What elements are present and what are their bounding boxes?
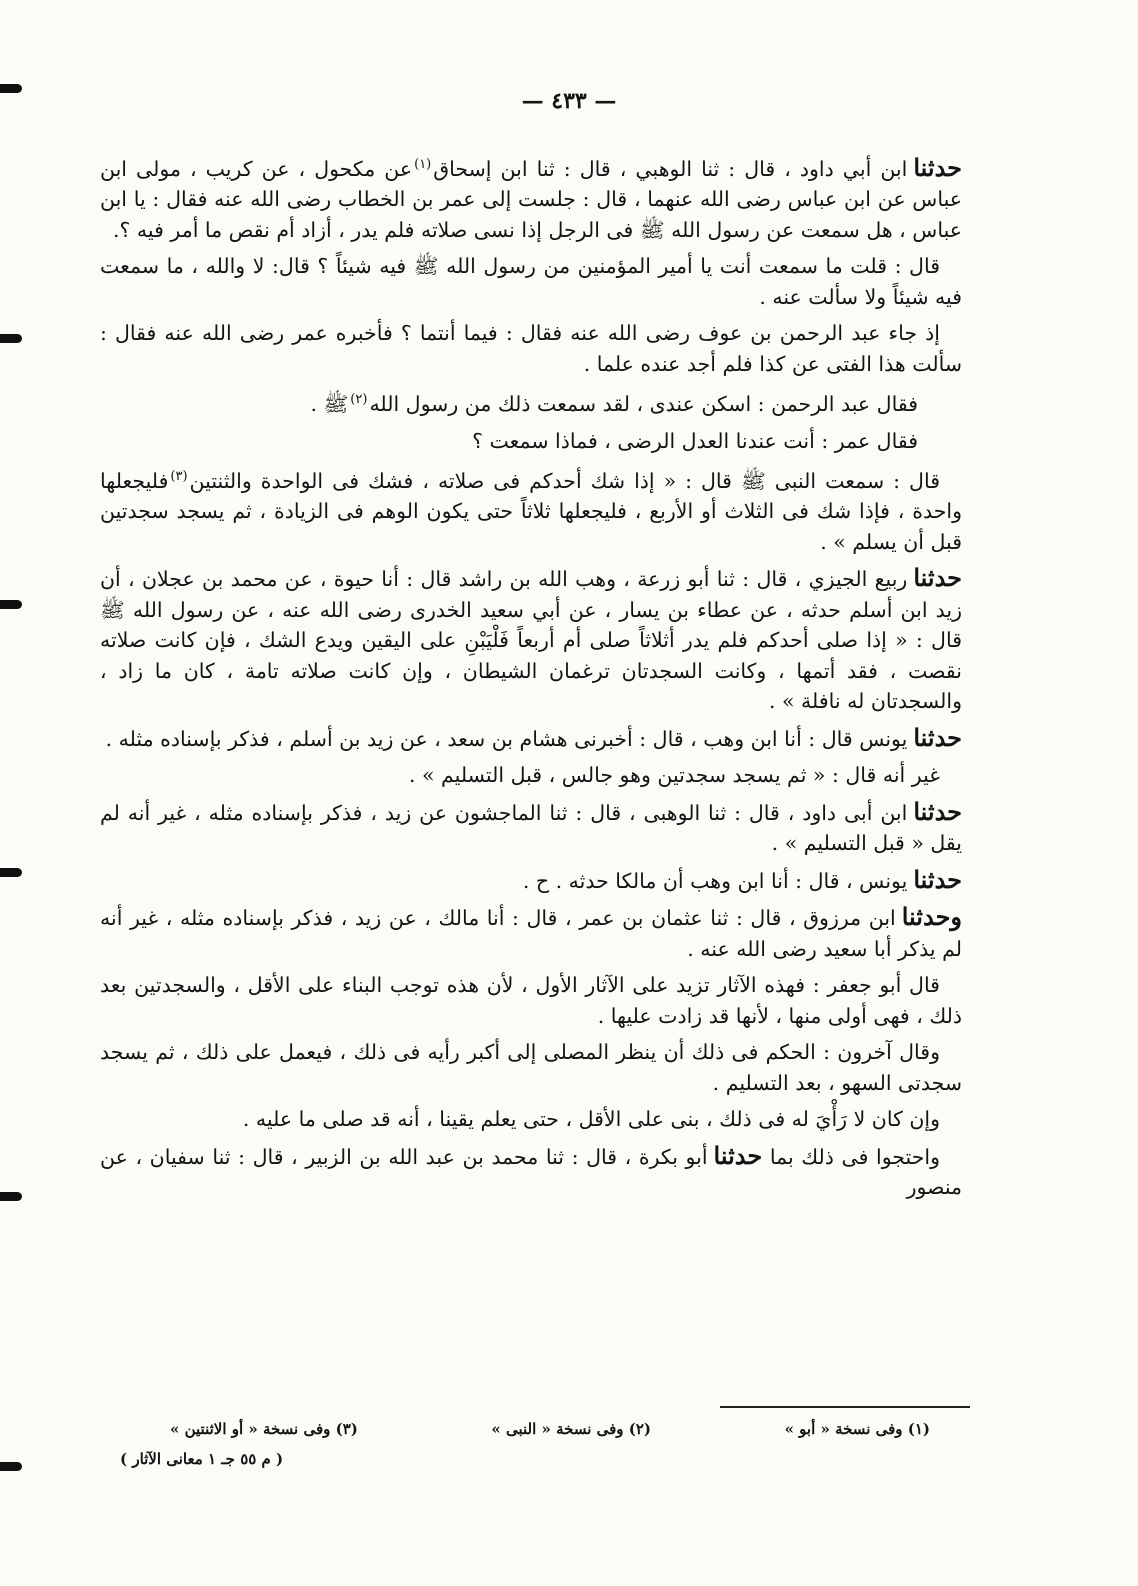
paragraph: وإن كان لا رَأْيَ له فى ذلك ، بنى على الأقل ، حتى يعلم يقينا ، أنه قد صلى ما عليه . [242, 1107, 940, 1132]
binding-mark [0, 1462, 22, 1471]
footnote-ref: (٣) [170, 469, 188, 485]
paragraph: فقال عمر : أنت عندنا العدل الرضى ، فماذا سمعت ؟ [472, 428, 918, 453]
main-text [100, 150, 962, 1209]
paragraph: فقال عبد الرحمن : اسكن عندى ، لقد سمعت ذلك من رسول الله$^{(٢)}$ﷺ . [310, 392, 918, 417]
hadith-keyword: حدثنا [713, 1140, 763, 1170]
binding-mark [0, 334, 22, 343]
paragraph: واحتجوا فى ذلك بما حدثناأبو بكرة ، قال : ثنا محمد بن عبد الله بن الزبير ، قال : ثنا سفيان ، عن منصور [100, 1140, 962, 1200]
paragraph: قال : قلت ما سمعت أنت يا أمير المؤمنين من رسول الله ﷺ فيه شيئاً ؟ قال: لا والله ، ما سمعت فيه شيئاً ولا سألت عنه . [100, 254, 962, 309]
hadith-keyword: حدثنا [913, 796, 962, 826]
footnotes [170, 1420, 930, 1438]
binding-mark [0, 600, 22, 609]
paragraph: حدثناابن أبي داود ، قال : ثنا الوهبي ، قال : ثنا ابن إسحاق$^{(١)}$عن مكحول ، عن كريب ، مولى ابن عباس عن ابن عباس رضى الله عنهما ، قال : جلست إلى عمر بن الخطاب رضى الله عنه فقال : يا ابن عباس ، هل سمعت عن رسول الله ﷺ فى الرجل إذا نسى صلاته فلم يدر ، أزاد أم نقص ما أمر فيه ؟. [100, 152, 963, 242]
binding-mark [0, 1192, 22, 1201]
printer-signature: ( م ٥٥ جـ ١ معانى الآثار ) [120, 1450, 284, 1468]
paragraph: حدثنايونس قال : أنا ابن وهب ، قال : أخبرنى هشام بن سعد ، عن زيد بن أسلم ، فذكر بإسناده مثله . [105, 722, 962, 752]
hadith-keyword: حدثنا [913, 864, 962, 894]
hadith-keyword: وحدثنا [901, 902, 962, 932]
paragraph: وقال آخرون : الحكم فى ذلك أن ينظر المصلى إلى أكبر رأيه فى ذلك ، فيعمل على ذلك ، ثم يسجد سجدتى السهو ، بعد التسليم . [100, 1040, 962, 1095]
footnote-ref: (٢) [350, 392, 368, 408]
paragraph: غير أنه قال : « ثم يسجد سجدتين وهو جالس ، قبل التسليم » . [408, 763, 940, 788]
paragraph: حدثناابن أبى داود ، قال : ثنا الوهبى ، قال : ثنا الماجشون عن زيد ، فذكر بإسناده مثله ، غير أنه لم يقل « قبل التسليم » . [100, 796, 962, 856]
page-number: — ٤٣٣ — [521, 88, 617, 114]
paragraph: إذ جاء عبد الرحمن بن عوف رضى الله عنه فقال : فيما أنتما ؟ فأخبره عمر رضى الله عنه فقال : سألت هذا الفتى عن كذا فلم أجد عنده علما . [100, 321, 962, 376]
footnote: (٢) وفى نسخة « النبى » [491, 1420, 652, 1438]
footnote: (٣) وفى نسخة « أو الاثنتين » [170, 1420, 358, 1438]
paragraph: قال : سمعت النبى ﷺ قال : « إذا شك أحدكم فى صلاته ، فشك فى الواحدة والثنتين$^{(٣)}$فليجعلها واحدة ، فإذا شك فى الثلاث أو الأربع ، فليجعلها ثلاثاً حتى يكون الوهم فى الزيادة ، ثم يسجد سجدتين قبل أن يسلم » . [100, 468, 962, 554]
paragraph: قال أبو جعفر : فهذه الآثار تزيد على الآثار الأول ، لأن هذه توجب البناء على الأقل ، والسجدتين بعد ذلك ، فهى أولى منها ، لأنها قد زادت عليها . [100, 973, 962, 1028]
binding-mark [0, 868, 22, 877]
hadith-keyword: حدثنا [913, 563, 962, 593]
paragraph: حدثنايونس ، قال : أنا ابن وهب أن مالكا حدثه . ح . [522, 864, 962, 894]
footnote-ref: (١) [414, 157, 432, 172]
footnote-divider [720, 1406, 970, 1408]
hadith-keyword: حدثنا [913, 722, 962, 752]
paragraph: حدثناربيع الجيزي ، قال : ثنا أبو زرعة ، وهب الله بن راشد قال : أنا حيوة ، عن محمد بن عجلان ، أن زيد ابن أسلم حدثه ، عن عطاء بن يسار ، عن أبي سعيد الخدرى رضى الله عنه ، عن رسول الله ﷺ قال : « إذا صلى أحدكم فلم يدر أثلاثاً صلى أم أربعاً فَلْيَبْنِ على اليقين ويدع الشك ، فإن كانت صلاته نقصت ، فقد أتمها ، وكانت السجدتان ترغمان الشيطان ، وإن كانت صلاته تامة ، كان ما زاد ، والسجدتان له نافلة » . [100, 563, 962, 714]
paragraph: وحدثناابن مرزوق ، قال : ثنا عثمان بن عمر ، قال : أنا مالك ، عن زيد ، فذكر بإسناده مثله ، غير أنه لم يذكر أبا سعيد رضى الله عنه . [100, 902, 962, 961]
footnote: (١) وفى نسخة « أبو » [784, 1420, 930, 1438]
hadith-keyword: حدثنا [913, 152, 963, 182]
